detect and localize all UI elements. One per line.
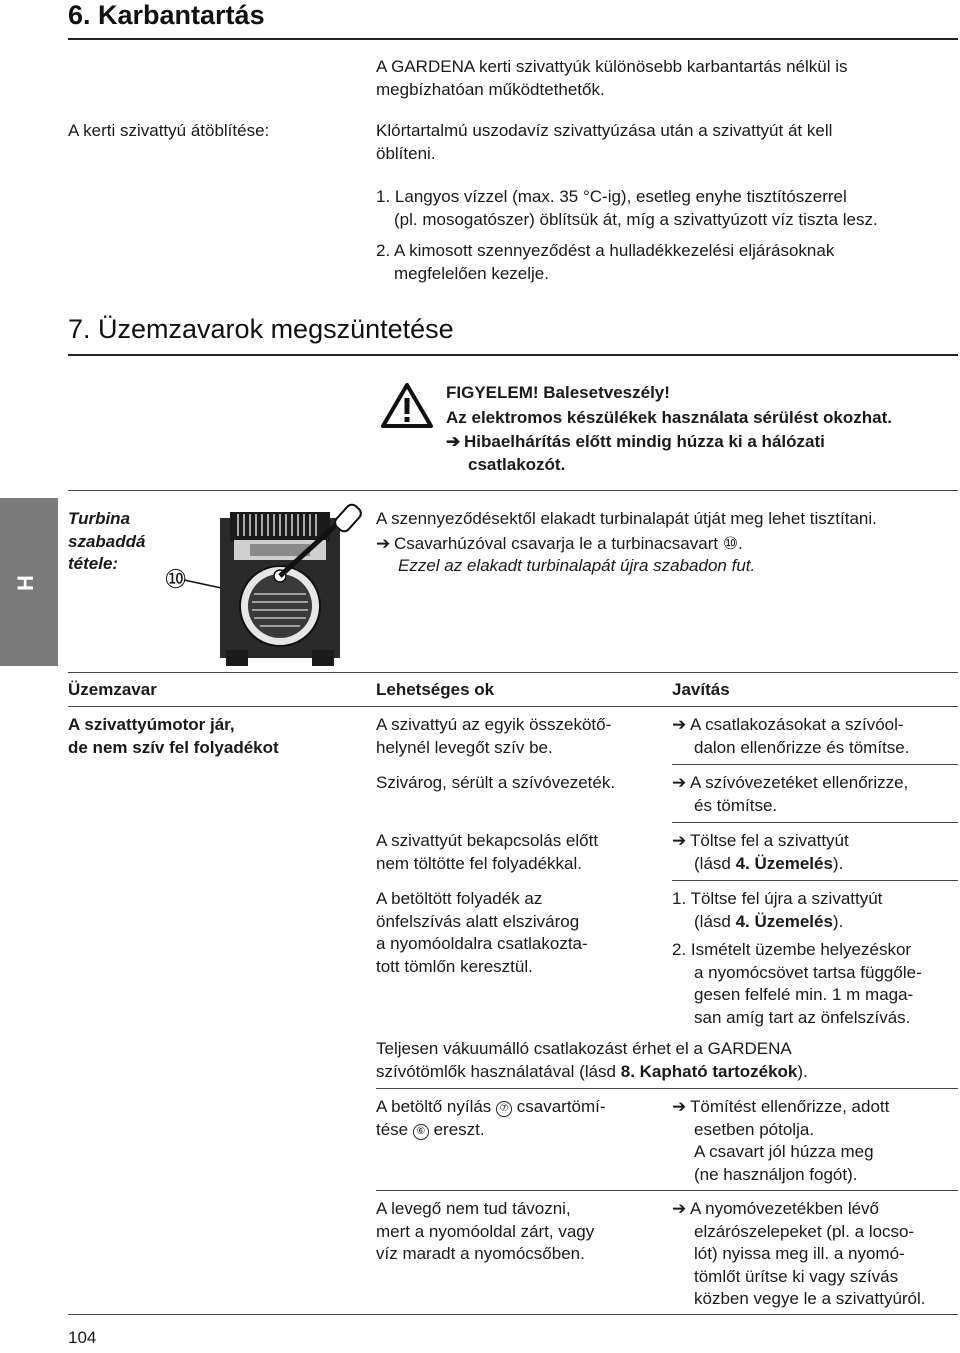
- fix-line: Töltse fel a szivattyút: [690, 831, 849, 850]
- callout-number: ⑩: [164, 564, 188, 594]
- fix-line: a nyomócsövet tartsa függőle-: [694, 962, 922, 982]
- cause-line: a nyomóoldalra csatlakozta-: [376, 934, 588, 953]
- arrow-right-icon: ➔: [446, 432, 461, 451]
- cause-line: helynél levegőt szív be.: [376, 737, 553, 757]
- fix-line: A nyomóvezetékben lévő: [690, 1199, 880, 1218]
- table-row-6-fix: [672, 1096, 889, 1186]
- turbine-label-line: tétele:: [68, 554, 119, 573]
- fix-text: ).: [832, 911, 844, 931]
- section-divider: [68, 38, 958, 40]
- table-row-4-fix: [672, 888, 922, 1029]
- table-row-1-fix: [672, 714, 909, 759]
- warning-triangle-icon: [380, 382, 434, 430]
- fix-line: san amíg tart az önfelszívás.: [694, 1007, 911, 1027]
- row-rule: [672, 822, 958, 823]
- cause-line: Szivárog, sérült a szívóvezeték.: [376, 773, 616, 792]
- table-top-rule: [68, 672, 958, 673]
- cause-line: A betöltött folyadék az: [376, 889, 543, 908]
- flush-line: Klórtartalmú uszodavíz szivattyúzása után a szivattyút át kell: [376, 121, 833, 140]
- fault-line: de nem szív fel folyadékot: [68, 737, 279, 757]
- cause-line: A szivattyút bekapcsolás előtt: [376, 831, 599, 850]
- arrow-right-icon: ➔: [672, 1097, 687, 1116]
- pump-illustration: [180, 500, 370, 672]
- arrow-right-icon: ➔: [672, 1199, 687, 1218]
- cause-line: A szivattyú az egyik összekötő-: [376, 715, 612, 734]
- fix-line: és tömítse.: [694, 795, 778, 815]
- fix-line: Tömítést ellenőrizze, adott: [690, 1097, 890, 1116]
- table-header-fault: Üzemzavar: [68, 680, 157, 699]
- step-number: 2.: [376, 241, 391, 260]
- turbine-instruction: [376, 533, 956, 556]
- turbine-result: Ezzel az elakadt turbinalapát újra szabadon fut.: [398, 556, 756, 575]
- cause-line: tott tömlőn keresztül.: [376, 956, 533, 976]
- cause-text: tése: [376, 1119, 413, 1139]
- warning-text: Az elektromos készülékek használata sérülést okozhat.: [446, 407, 892, 427]
- table-header-rule: [68, 706, 958, 707]
- note-text: szívótömlők használatával (lásd: [376, 1061, 621, 1081]
- row-rule: [672, 880, 958, 881]
- arrow-right-icon: ➔: [672, 831, 687, 850]
- flush-text: [376, 120, 832, 165]
- step-line: megfelelően kezelje.: [394, 263, 549, 283]
- fix-reference: 4. Üzemelés: [735, 853, 833, 873]
- page-number: 104: [68, 1328, 97, 1347]
- row-rule: [672, 764, 958, 765]
- flush-label: A kerti szivattyú átöblítése:: [68, 121, 270, 140]
- note-line: Teljesen vákuumálló csatlakozást érhet el a GARDENA: [376, 1039, 792, 1058]
- warning-instruction-line: Hibaelhárítás előtt mindig húzza ki a hálózati: [464, 432, 825, 451]
- turbine-text-line: A szennyeződésektől elakadt turbinalapát útját meg lehet tisztítani.: [376, 509, 877, 528]
- arrow-right-icon: ➔: [672, 715, 687, 734]
- note-reference: 8. Kapható tartozékok: [620, 1061, 798, 1081]
- arrow-right-icon: ➔: [672, 773, 687, 792]
- table-header-fix: Javítás: [672, 680, 730, 699]
- cause-line: önfelszívás alatt elszivárog: [376, 911, 580, 931]
- fault-description: [68, 714, 279, 759]
- fix-text: (lásd: [694, 911, 736, 931]
- cause-line: nem töltötte fel folyadékkal.: [376, 853, 583, 873]
- table-row-2-fix: [672, 772, 908, 817]
- fix-line: A szívóvezetéket ellenőrizze,: [690, 773, 909, 792]
- warning-block: [446, 382, 956, 476]
- intro-line: megbízhatóan működtethetők.: [376, 79, 605, 99]
- step-line: A kimosott szennyeződést a hulladékkezelési eljárásoknak: [393, 241, 835, 260]
- arrow-right-icon: ➔: [376, 533, 391, 553]
- step-line: Langyos vízzel (max. 35 °C-ig), esetleg enyhe tisztítószerrel: [394, 187, 847, 206]
- table-header-cause: Lehetséges ok: [376, 680, 495, 699]
- table-row-2-cause: [376, 772, 615, 795]
- warning-title: FIGYELEM! Balesetveszély!: [446, 383, 670, 402]
- cause-line: víz maradt a nyomócsőben.: [376, 1244, 585, 1263]
- fix-line: közben vegye le a szivattyúról.: [694, 1289, 926, 1308]
- fault-line: A szivattyúmotor jár,: [68, 715, 235, 734]
- maintenance-intro: [376, 56, 956, 101]
- fix-line: (ne használjon fogót).: [694, 1164, 858, 1184]
- warning-instruction-cont: csatlakozót.: [468, 454, 566, 474]
- fix-line: 2. Ismételt üzembe helyezéskor: [672, 940, 912, 959]
- fix-text: ).: [832, 853, 844, 873]
- divider: [68, 490, 958, 491]
- intro-line: A GARDENA kerti szivattyúk különösebb karbantartás nélkül is: [376, 57, 848, 76]
- fix-line: A csavart jól húzza meg: [694, 1142, 874, 1161]
- table-note: [376, 1038, 956, 1083]
- turbine-label-line: szabaddá: [68, 531, 146, 551]
- turbine-label-line: Turbina: [68, 509, 131, 528]
- cause-text: csavartömí-: [512, 1097, 606, 1116]
- fix-line: dalon ellenőrizze és tömítse.: [694, 737, 910, 757]
- table-row-1-cause: [376, 714, 611, 759]
- row-rule: [376, 1088, 958, 1089]
- cause-text: ereszt.: [428, 1119, 485, 1139]
- fix-text: (lásd: [694, 853, 736, 873]
- turbine-text: [376, 508, 956, 578]
- fix-line: 1. Töltse fel újra a szivattyút: [672, 889, 883, 908]
- table-row-3-fix: [672, 830, 849, 875]
- table-row-7-fix: [672, 1198, 926, 1311]
- table-row-4-cause: [376, 888, 588, 978]
- flush-line: öblíteni.: [376, 143, 436, 163]
- fix-line: gesen felfelé min. 1 m maga-: [694, 985, 914, 1004]
- table-bottom-rule: [68, 1314, 958, 1315]
- table-row-3-cause: [376, 830, 598, 875]
- fix-line: tömlőt ürítse ki vagy szívás: [694, 1266, 899, 1286]
- fix-line: elzárószelepeket (pl. a locso-: [694, 1221, 915, 1241]
- section-divider: [68, 354, 958, 356]
- note-text: ).: [797, 1061, 808, 1081]
- cause-line: mert a nyomóoldal zárt, vagy: [376, 1221, 595, 1241]
- language-side-tab: [0, 498, 58, 666]
- fix-line: A csatlakozásokat a szívóol-: [690, 715, 904, 734]
- fix-reference: 4. Üzemelés: [735, 911, 833, 931]
- table-row-6-cause: [376, 1096, 606, 1141]
- flush-step-1: [376, 186, 878, 231]
- table-row-7-cause: [376, 1198, 594, 1266]
- section-title-maintenance: 6. Karbantartás: [68, 0, 265, 30]
- flush-step-2: [376, 240, 834, 285]
- row-rule: [376, 1190, 958, 1191]
- step-number: 1.: [376, 187, 391, 206]
- fix-line: lót) nyissa meg ill. a nyomó-: [694, 1244, 905, 1263]
- turbine-label: [68, 508, 145, 576]
- section-title-troubleshooting: 7. Üzemzavarok megszüntetése: [68, 314, 454, 344]
- cause-line: A levegő nem tud távozni,: [376, 1199, 571, 1218]
- side-tab-label: H: [12, 575, 38, 591]
- callout-7-icon: ⑦: [496, 1101, 512, 1117]
- fix-line: esetben pótolja.: [694, 1119, 815, 1139]
- turbine-instruction-line: Csavarhúzóval csavarja le a turbinacsavart ⑩.: [394, 533, 743, 553]
- warning-instruction: [446, 431, 956, 454]
- cause-text: A betöltő nyílás: [376, 1097, 497, 1116]
- step-line: (pl. mosogatószer) öblítsük át, míg a szivattyúzott víz tiszta lesz.: [394, 209, 878, 229]
- callout-6-icon: ⑥: [413, 1124, 429, 1140]
